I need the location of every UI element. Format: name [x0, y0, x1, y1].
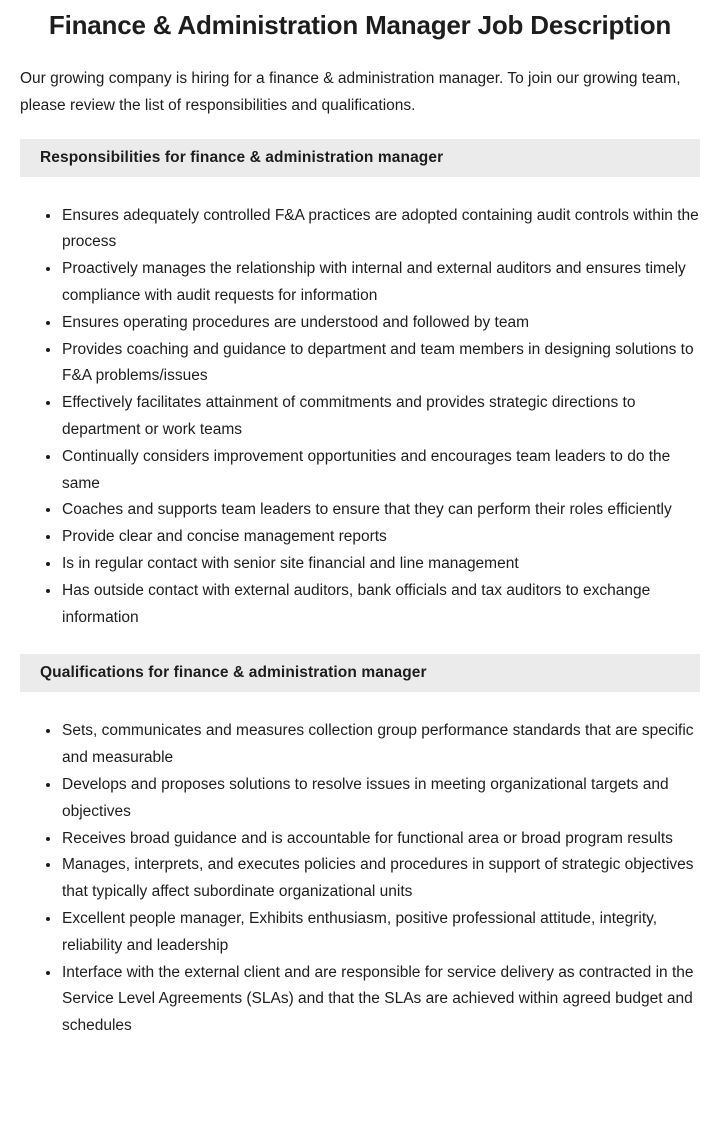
- qualifications-heading-bar: [20, 654, 700, 692]
- responsibilities-list: [20, 203, 700, 632]
- page-title: Finance & Administration Manager Job Description: [48, 10, 672, 40]
- responsibilities-section: [0, 139, 720, 632]
- bullet-item: • Develops and proposes solutions to resolve issues in meeting organizational targets and objectives: [61, 772, 700, 826]
- qualifications-heading: Qualifications for finance & administration manager: [40, 664, 427, 682]
- bullet-item: • Manages, interprets, and executes policies and procedures in support of strategic objectives that typically affect subordinate organizational units: [61, 852, 700, 906]
- qualifications-list: [20, 718, 700, 1040]
- bullet-item: • Is in regular contact with senior site financial and line management: [61, 551, 700, 578]
- intro-paragraph: Our growing company is hiring for a finance & administration manager. To join our growing team, please review the list of responsibilities and qualifications.: [20, 70, 681, 114]
- bullet-item: • Receives broad guidance and is accountable for functional area or broad program results: [61, 826, 700, 853]
- bullet-item: • Has outside contact with external auditors, bank officials and tax auditors to exchange information: [61, 578, 700, 632]
- bullet-item: • Provide clear and concise management reports: [61, 524, 700, 551]
- bullet-item: • Ensures adequately controlled F&A practices are adopted containing audit controls within the process: [61, 203, 700, 257]
- bullet-item: • Proactively manages the relationship with internal and external auditors and ensures timely compliance with audit requests for information: [61, 256, 700, 310]
- bullet-item: • Interface with the external client and are responsible for service delivery as contracted in the Service Level Agreements (SLAs) and that the SLAs are achieved within agreed budget and schedules: [61, 960, 700, 1040]
- responsibilities-heading: Responsibilities for finance & administration manager: [40, 148, 444, 166]
- bullet-item: • Continually considers improvement opportunities and encourages team leaders to do the same: [61, 444, 700, 498]
- responsibilities-heading-bar: [20, 139, 700, 177]
- bullet-item: • Sets, communicates and measures collection group performance standards that are specific and measurable: [61, 718, 700, 772]
- bullet-item: • Provides coaching and guidance to department and team members in designing solutions to F&A problems/issues: [61, 337, 700, 391]
- bullet-item: • Coaches and supports team leaders to ensure that they can perform their roles efficiently: [61, 497, 700, 524]
- bullet-item: • Excellent people manager, Exhibits enthusiasm, positive professional attitude, integrity, reliability and leadership: [61, 906, 700, 960]
- bullet-item: • Ensures operating procedures are understood and followed by team: [61, 310, 700, 337]
- qualifications-section: [0, 654, 720, 1040]
- bullet-item: • Effectively facilitates attainment of commitments and provides strategic directions to department or work teams: [61, 390, 700, 444]
